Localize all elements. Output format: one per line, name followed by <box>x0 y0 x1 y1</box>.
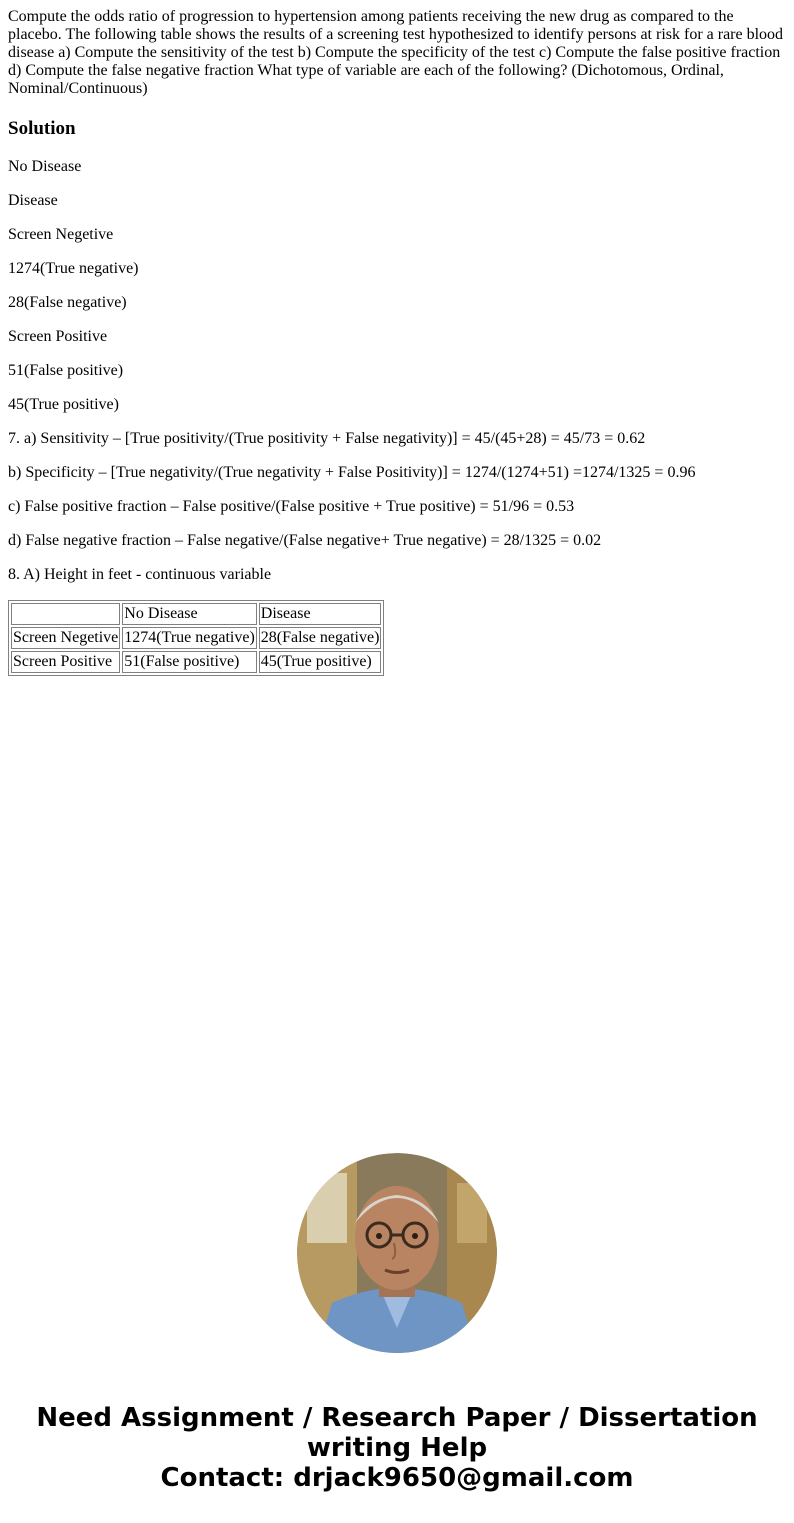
solution-line: 1274(True negative) <box>8 260 139 277</box>
sensitivity-line: 7. a) Sensitivity – [True positivity/(True positivity + False negativity)] = 45/(45+28) = 45/73 = 0.62 <box>8 430 646 447</box>
solution-line: Screen Negetive <box>8 226 114 243</box>
solution-line: Screen Positive <box>8 328 108 345</box>
solution-line: 51(False positive) <box>8 362 124 379</box>
solution-heading: Solution <box>8 118 76 139</box>
promo-contact: Contact: drjack9650@gmail.com <box>160 1463 634 1493</box>
table-header-row <box>11 603 381 625</box>
table-cell: 1274(True negative) <box>122 627 257 649</box>
table-row <box>11 651 381 673</box>
promo-line: Need Assignment / Research Paper / Dissertation <box>36 1403 758 1433</box>
table-header-cell: Disease <box>259 603 382 625</box>
solution-line: Disease <box>8 192 58 209</box>
solution-line: No Disease <box>8 158 82 175</box>
results-table <box>8 600 384 676</box>
question-text: Compute the odds ratio of progression to hypertension among patients receiving the new drug as compared to the placebo. The following table shows the results of a screening test hypothesized to identify persons at risk for a rare blood disease a) Compute the sensitivity of the test b) Compute the specificity of the test c) Compute the false positive fraction d) Compute the false negative fraction What type of variable are each of the following? (Dichotomous, Ordinal, Nominal/Continuous) <box>8 8 784 97</box>
variable-type-line: 8. A) Height in feet - continuous variable <box>8 566 272 583</box>
portrait-image <box>297 1153 497 1353</box>
table-header-cell: No Disease <box>122 603 257 625</box>
promo-banner <box>0 1403 794 1493</box>
table-cell: 51(False positive) <box>122 651 257 673</box>
solution-line: 45(True positive) <box>8 396 119 413</box>
table-header-cell <box>11 603 120 625</box>
false-negative-line: d) False negative fraction – False negative/(False negative+ True negative) = 28/1325 = 0.02 <box>8 532 602 549</box>
false-positive-line: c) False positive fraction – False positive/(False positive + True positive) = 51/96 = 0.53 <box>8 498 575 515</box>
solution-lines <box>8 158 786 584</box>
table-row <box>11 627 381 649</box>
table-cell: 45(True positive) <box>259 651 382 673</box>
solution-line: 28(False negative) <box>8 294 127 311</box>
author-photo <box>297 1153 497 1353</box>
promo-line: writing Help <box>306 1433 488 1463</box>
document-body <box>0 0 794 676</box>
table-cell: Screen Positive <box>11 651 120 673</box>
table-cell: 28(False negative) <box>259 627 382 649</box>
table-cell: Screen Negetive <box>11 627 120 649</box>
specificity-line: b) Specificity – [True negativity/(True negativity + False Positivity)] = 1274/(1274+51) =1274/1325 = 0.96 <box>8 464 696 481</box>
